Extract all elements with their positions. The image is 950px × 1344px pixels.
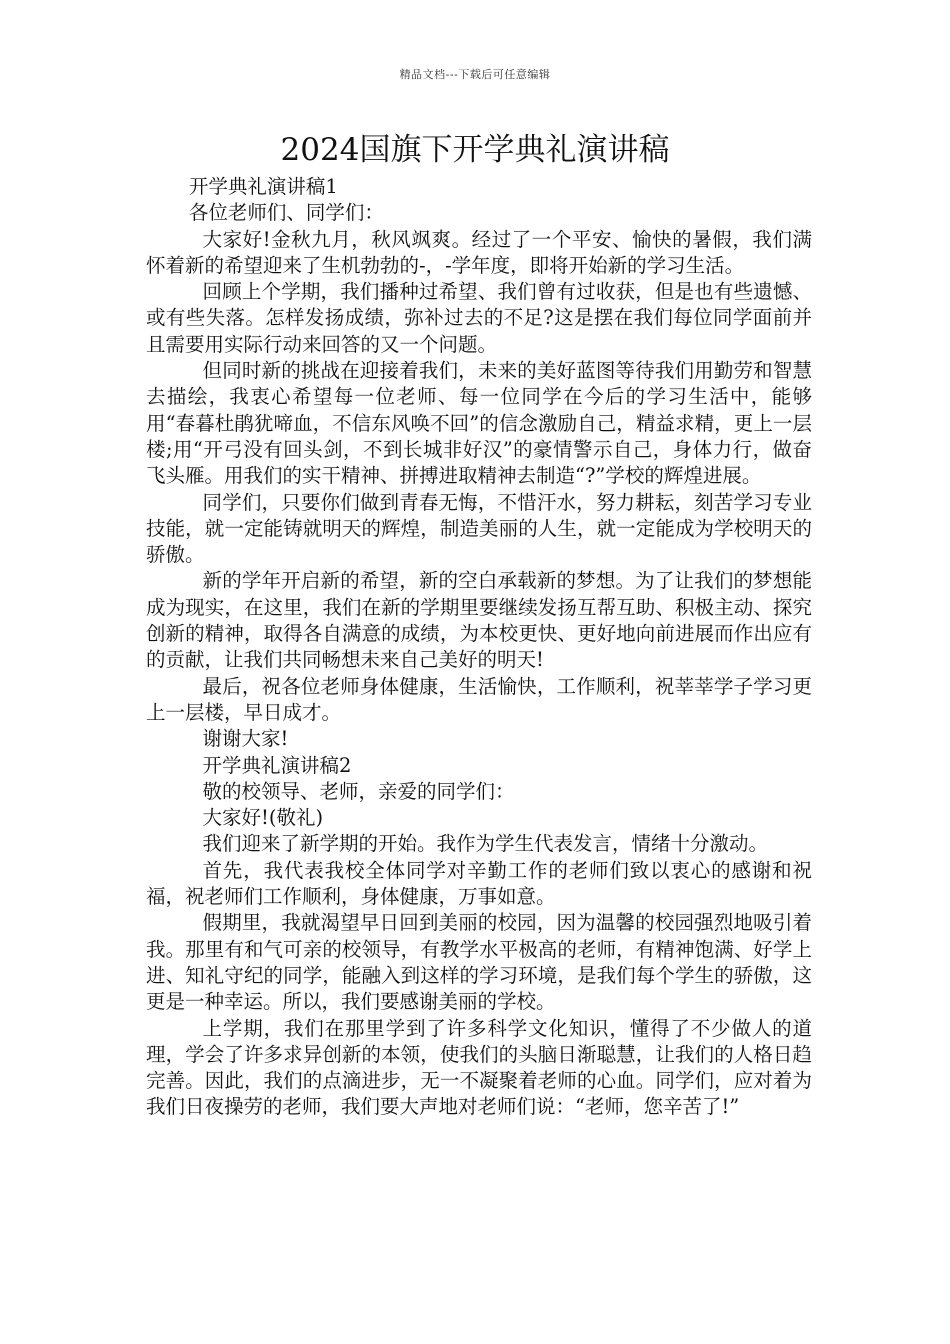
paragraph: 谢谢大家!: [202, 727, 289, 751]
paragraph: 我们迎来了新学期的开始。我作为学生代表发言，情绪十分激动。: [202, 832, 769, 856]
paragraph: 假期里，我就渴望早日回到美丽的校园，因为温馨的校园强烈地吸引着我。那里有和气可亲的校领导，有教学水平极高的老师，有精神饱满、好学上进、知礼守纪的同学，能融入到这样的学习环境，是我们每个学生的骄傲，这更是一种幸运。所以，我们要感谢美丽的学校。: [146, 911, 812, 1014]
paragraph: 但同时新的挑战在迎接着我们，未来的美好蓝图等待我们用勤劳和智慧去描绘，我衷心希望每一位老师、每一位同学在今后的学习生活中，能够用“春暮杜鹃犹啼血，不信东风唤不回”的信念激励自己，精益求精，更上一层楼;用“开弓没有回头剑，不到长城非好汉”的豪情警示自己，身体力行，做奋飞头雁。用我们的实干精神、拼搏进取精神去制造“?”学校的辉煌进展。: [146, 359, 812, 488]
paragraph: 开学典礼演讲稿2: [202, 753, 352, 777]
paragraph: 各位老师们、同学们：: [188, 201, 384, 225]
paragraph: 大家好!金秋九月，秋风飒爽。经过了一个平安、愉快的暑假，我们满怀着新的希望迎来了生机勃勃的-，-学年度，即将开始新的学习生活。: [146, 227, 812, 277]
paragraph: 回顾上个学期，我们播种过希望、我们曾有过收获，但是也有些遗憾、或有些失落。怎样发扬成绩，弥补过去的不足?这是摆在我们每位同学面前并且需要用实际行动来回答的又一个问题。: [146, 280, 812, 356]
document-body: [146, 174, 812, 1121]
paragraph: 大家好!(敬礼): [202, 806, 324, 830]
paragraph: 同学们，只要你们做到青春无悔，不惜汗水，努力耕耘，刻苦学习专业技能，就一定能铸就明天的辉煌，制造美丽的人生，就一定能成为学校明天的骄傲。: [146, 490, 812, 567]
paragraph: 上学期，我们在那里学到了许多科学文化知识，懂得了不少做人的道理，学会了许多求异创新的本领，使我们的头脑日渐聪慧，让我们的人格日趋完善。因此，我们的点滴进步，无一不凝聚着老师的心血。同学们，应对着为我们日夜操劳的老师，我们要大声地对老师们说：“老师，您辛苦了!”: [146, 1016, 812, 1119]
paragraph: 新的学年开启新的希望，新的空白承载新的梦想。为了让我们的梦想能成为现实，在这里，我们在新的学期里要继续发扬互帮互助、积极主动、探究创新的精神，取得各自满意的成绩，为本校更快、更好地向前进展而作出应有的贡献，让我们共同畅想未来自己美好的明天!: [146, 569, 812, 672]
paragraph: 最后，祝各位老师身体健康，生活愉快，工作顺利，祝莘莘学子学习更上一层楼，早日成才。: [146, 674, 812, 724]
paragraph: 首先，我代表我校全体同学对辛勤工作的老师们致以衷心的感谢和祝福，祝老师们工作顺利，身体健康，万事如意。: [146, 858, 812, 909]
paragraph: 敬的校领导、老师，亲爱的同学们：: [202, 779, 515, 803]
header-note: 精品文档---下载后可任意编辑: [399, 68, 551, 81]
paragraph: 开学典礼演讲稿1: [188, 175, 338, 198]
document-title: 2024国旗下开学典礼演讲稿: [280, 132, 670, 168]
